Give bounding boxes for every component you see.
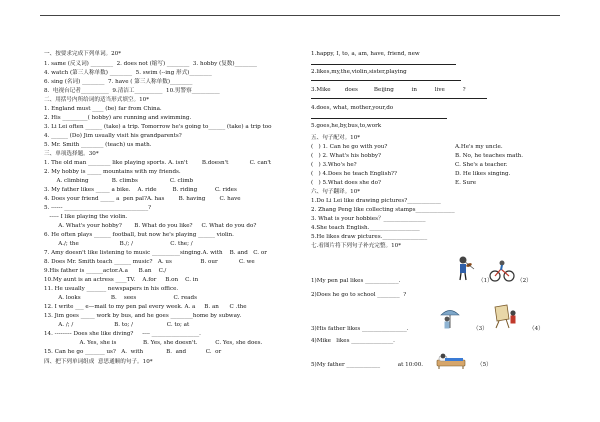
match-question: ( ) 3.Who's he? (311, 162, 357, 168)
section-3-line: 7. Amy doesn't like listening to music __________singing.A. with B. and C. or (44, 250, 267, 256)
section-1-title: 一、按要求完成下列单词。20* (44, 51, 122, 57)
picture-sentence: 3)His father likes ________________. (311, 326, 409, 332)
section-3-line: A. What's your hobby? B. What do you like? C. What do you do? (44, 223, 257, 229)
picture-label-4: （4） (529, 326, 544, 332)
section-3-line: 10.My aunt is an actress ____TV. A.for B.on C. in (44, 277, 199, 283)
match-answer: E. Sure (455, 180, 477, 186)
translate-row: 1.Do Li Lei like drawing pictures?____________ (311, 198, 441, 204)
picture-label-3: （3） (473, 326, 488, 332)
section-1-line: 1. same (反义词) ________ 2. does not (缩写) ________ 3. hobby (复数)________ (44, 61, 257, 67)
section-3-line: 15. Can he go _______ us? A. with B. and C. or (44, 349, 222, 355)
match-question: ( ) 5.What does she do? (311, 180, 381, 186)
section-3-title: 三、单项选择题。30* (44, 151, 99, 157)
section-3-line: A./; the B./; / C. the; / (44, 241, 193, 247)
match-answer: D. He likes singing. (455, 171, 511, 177)
match-answer: B. No, he teaches math. (455, 153, 524, 159)
match-question: ( ) 1. Can he go with you? (311, 144, 388, 150)
section-3-line: ----- I like playing the violin. (44, 214, 128, 220)
answer-line (311, 98, 487, 99)
section-3-line: 2. My hobby is _____ mountains with my friends. (44, 169, 181, 175)
top-rule (40, 15, 560, 16)
answer-line (311, 80, 461, 81)
section-3-line: A. Yes, she is B. Yes, she doesn't. C. Yes, she does. (44, 340, 263, 346)
section-1-line: 6. sing (名词) ________ 7. have ( 第三人称单数)________ (44, 79, 193, 85)
section-1-line: 8. 电视台记者__________ 9.清洁工__________ 10.男警察__________ (44, 88, 220, 94)
section-3-line: 14. --------- Does she like diving? ---- _________________. (44, 331, 201, 337)
reorder-item: 1.happy, I, to, a, am, have, friend, new (311, 51, 420, 57)
section-3-line: 3. My father likes _____ a bike. A. ride B. riding C. rides (44, 187, 237, 193)
section-3-line: 4. Does your friend _____ a pen pal?A. has B. having C. have (44, 196, 241, 202)
section-3-line: 11. He usually _______ newspapers in his office. (44, 286, 179, 292)
translate-row: 4.She teach English.__________________ (311, 225, 420, 231)
picture-label-1: （1） (478, 278, 493, 284)
section-1-line: 4. watch (第三人称单数) ________ 5. swim (--ing 形式)________ (44, 70, 212, 76)
section-2-line: 4. ______ (Do) Jim usually visit his grandparents? (44, 133, 182, 139)
picture-label-5: （5） (477, 362, 492, 368)
answer-line (311, 118, 447, 119)
section-3-line: 13. Jim goes _____ work by bus, and he goes ________home by subway. (44, 313, 242, 319)
answer-line (311, 64, 456, 65)
match-answer: A.He's my uncle. (455, 144, 503, 150)
reorder-item: 3.Mike does Beijing in live ? (311, 87, 466, 93)
drawing-picture (491, 303, 519, 329)
section-3-line: A. climbing B. climbs C. climb (44, 178, 194, 184)
section-3-line: 8. Does Mr. Smith teach ______ music? A. us B. our C. we (44, 259, 255, 265)
translate-row: 2. Zhang Peng like collecting stamps______________ (311, 207, 455, 213)
section-3-line: 1. The old man ________ like playing sports. A. isn't B.doesn't C. can't (44, 160, 272, 166)
picture-sentence: 2)Does he go to school ________ ? (311, 292, 407, 298)
match-question: ( ) 2. What's his hobby? (311, 153, 382, 159)
section-3-line: A. looks B. sees C. reads (44, 295, 197, 301)
sleeping-picture (435, 350, 467, 370)
section-4-title: 四、把下列单词组成 意思通顺的句子。10* (44, 359, 153, 365)
section-2-line: 5. Mr. Smith ________ (teach) us math. (44, 142, 152, 148)
translate-row: 3. What is your hobbies？_______________ (311, 216, 426, 222)
match-answer: C. She's a teacher. (455, 162, 508, 168)
reorder-item: 4.does, what, mother,your,do (311, 105, 394, 111)
picture-sentence: 5)My father ____________ at 10:00. (311, 362, 424, 368)
section-2-line: 1. England must ____ (be) far from China. (44, 106, 162, 112)
section-7-title: 七.看图片将下列句子补充完整。10* (311, 243, 402, 249)
section-2-title: 二、用括号内所给词的适当形式填空。10* (44, 97, 150, 103)
section-3-line: 9.His father is ______actor.A.a B.an C./ (44, 268, 167, 274)
section-2-line: 3. Li Lei often ______ (take) a trip. Tomorrow he's going to______ (take) a trip too (44, 124, 272, 130)
reorder-item: 5.goes,he,by,bus,to,work (311, 123, 382, 129)
picture-sentence: 4)Mike likes _______________. (311, 338, 395, 344)
picture-sentence: 1)My pen pal likes ____________. (311, 278, 401, 284)
section-3-line: 12. I write ___ e—mail to my pen pal every week. A. a B. an C .the (44, 304, 247, 310)
section-5-title: 五、句子配对。10* (311, 135, 361, 141)
translate-row: 5.He likes draw pictures.________________ (311, 234, 428, 240)
match-question: ( ) 4.Does he teach English?? (311, 171, 398, 177)
section-3-line: 5. ------ ______________________________? (44, 205, 152, 211)
section-6-title: 六、句子翻译。10* (311, 189, 361, 195)
section-3-line: A. /; / B. to; / C. to; at (44, 322, 190, 328)
bike-rider-picture (489, 260, 515, 282)
person-picture (439, 306, 461, 332)
picture-label-2: （2） (517, 278, 532, 284)
section-2-line: 2. His _________( hobby) are running and swimming. (44, 115, 192, 121)
section-3-line: 6. He often plays ______ football, but now he's playing ______ violin. (44, 232, 234, 238)
violin-player-picture (453, 255, 475, 281)
reorder-item: 2.likes,my,the,violin,sister,playing (311, 69, 407, 75)
